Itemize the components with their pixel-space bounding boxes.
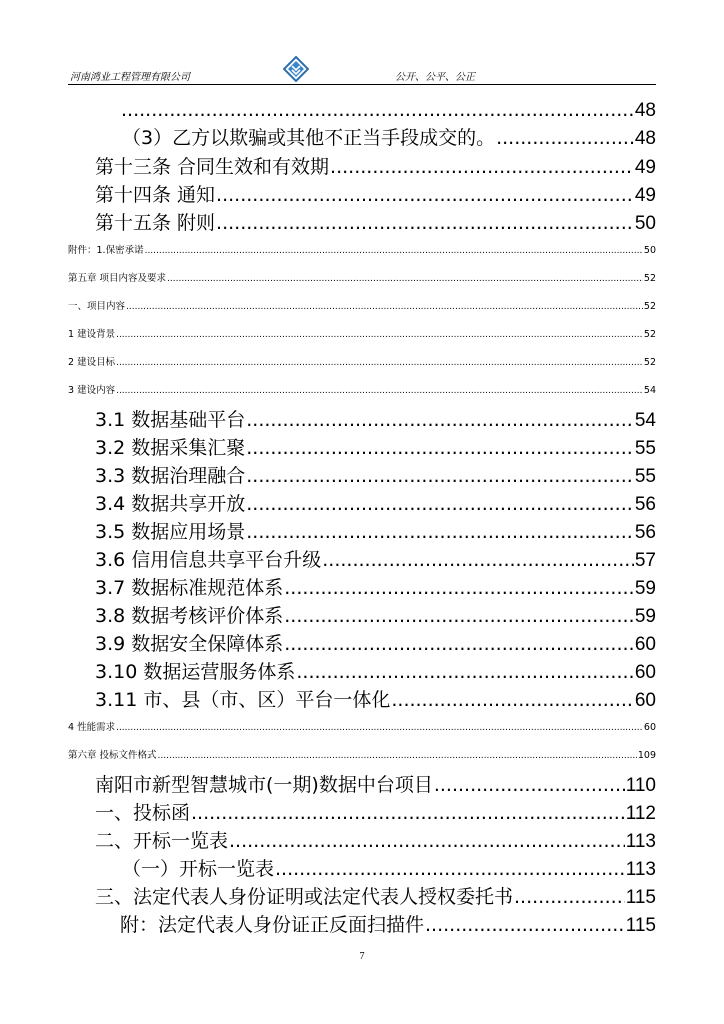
toc-entry[interactable] (95, 154, 656, 180)
toc-entry-page: 55 (634, 438, 656, 459)
toc-leader-dots (246, 491, 634, 517)
toc-entry-page: 60 (634, 662, 656, 683)
toc-entry-label: 3.9 数据安全保障体系 (95, 633, 284, 655)
toc-entry-label: 南阳市新型智慧城市(一期)数据中台项目 (95, 774, 433, 796)
toc-entry-page: 48 (634, 128, 656, 149)
toc-entry[interactable] (95, 687, 656, 713)
toc-leader-dots (246, 407, 634, 433)
toc-leader-dots (246, 463, 634, 489)
toc-leader-dots (191, 800, 625, 826)
toc-entry[interactable] (95, 772, 656, 798)
toc-entry-label: 3.10 数据运营服务体系 (95, 661, 296, 683)
toc-entry[interactable] (68, 749, 656, 763)
toc-leader-dots (284, 575, 634, 601)
toc-entry-page: 48 (634, 100, 656, 121)
toc-leader-dots (116, 721, 643, 735)
toc-entry-page: 55 (634, 466, 656, 487)
toc-entry[interactable] (95, 631, 656, 657)
toc-entry-page: 54 (643, 385, 656, 396)
toc-entry[interactable] (68, 272, 656, 286)
company-logo-icon (283, 56, 309, 82)
toc-entry-page: 115 (625, 887, 656, 908)
toc-entry[interactable] (68, 328, 656, 342)
toc-entry[interactable] (120, 912, 656, 938)
toc-entry-page: 56 (634, 494, 656, 515)
toc-entry-page: 54 (634, 410, 656, 431)
toc-entry-page: 52 (643, 329, 656, 340)
toc-entry-label: 3.1 数据基础平台 (95, 409, 246, 431)
toc-entry-page: 52 (643, 301, 656, 312)
toc-leader-dots (167, 272, 643, 286)
toc-entry[interactable] (68, 721, 656, 735)
toc-entry-label: 3.11 市、县（市、区）平台一体化 (95, 689, 391, 711)
toc-entry[interactable] (68, 356, 656, 370)
toc-entry[interactable] (95, 603, 656, 629)
toc-entry[interactable] (95, 519, 656, 545)
toc-entry-label: 第十五条 附则 (95, 212, 216, 234)
toc-entry-page: 52 (643, 357, 656, 368)
toc-entry-page: 59 (634, 606, 656, 627)
toc-entry-label: 3.3 数据治理融合 (95, 465, 246, 487)
toc-entry[interactable] (122, 125, 656, 151)
toc-entry-page: 60 (634, 690, 656, 711)
toc-entry-page: 110 (625, 775, 656, 796)
toc-entry-page: 115 (625, 915, 656, 936)
toc-leader-dots (434, 772, 625, 798)
toc-entry-label: 3.7 数据标准规范体系 (95, 577, 284, 599)
toc-entry-page: 50 (634, 213, 656, 234)
toc-entry-label: 第十四条 通知 (95, 184, 216, 206)
toc-entry-label: 3.8 数据考核评价体系 (95, 605, 284, 627)
toc-entry-page: 60 (643, 722, 656, 733)
toc-entry[interactable] (95, 435, 656, 461)
toc-entry-page: 113 (625, 831, 656, 852)
toc-leader-dots (116, 384, 643, 398)
toc-entry[interactable] (68, 384, 656, 398)
toc-entry-page: 113 (625, 859, 656, 880)
toc-entry[interactable] (95, 491, 656, 517)
toc-leader-dots (322, 547, 634, 573)
toc-entry-label: 2 建设目标 (68, 357, 116, 368)
toc-entry-page: 109 (637, 750, 656, 761)
toc-entry-page: 60 (634, 634, 656, 655)
toc-leader-dots (391, 687, 634, 713)
toc-leader-dots (296, 659, 634, 685)
toc-entry-label: （一）开标一览表 (122, 858, 275, 880)
toc-leader-dots (116, 356, 643, 370)
toc-entry-label: 第十三条 合同生效和有效期 (95, 156, 330, 178)
toc-entry[interactable] (95, 210, 656, 236)
toc-leader-dots (158, 749, 637, 763)
toc-entry[interactable] (95, 407, 656, 433)
toc-entry[interactable] (95, 575, 656, 601)
toc-entry-page: 112 (625, 803, 656, 824)
toc-entry-label: 1 建设背景 (68, 329, 116, 340)
toc-leader-dots (116, 328, 643, 342)
toc-entry-label: 3.2 数据采集汇聚 (95, 437, 246, 459)
toc-entry[interactable] (95, 182, 656, 208)
toc-leader-dots (216, 210, 634, 236)
toc-leader-dots (284, 603, 634, 629)
toc-leader-dots (246, 519, 634, 545)
toc-leader-dots (330, 154, 634, 180)
page-header (68, 64, 656, 85)
page-number: 7 (359, 951, 365, 962)
toc-entry[interactable] (95, 800, 656, 826)
toc-entry-page: 49 (634, 185, 656, 206)
toc-entry-label: 二、开标一览表 (95, 830, 229, 852)
toc-leader-dots (145, 244, 643, 258)
toc-leader-dots (216, 182, 634, 208)
toc-entry-label: （3）乙方以欺骗或其他不正当手段成交的。 (122, 127, 496, 149)
toc-entry-label: 4 性能需求 (68, 722, 116, 733)
toc-leader-dots (275, 856, 625, 882)
toc-entry-label: 3 建设内容 (68, 385, 116, 396)
toc-entry[interactable] (120, 97, 656, 123)
toc-entry[interactable] (95, 828, 656, 854)
toc-entry-label: 3.6 信用信息共享平台升级 (95, 549, 322, 571)
toc-entry-label: 一、项目内容 (68, 301, 126, 312)
toc-entry-page: 52 (643, 273, 656, 284)
toc-entry-page: 59 (634, 578, 656, 599)
toc-entry-label: 三、法定代表人身份证明或法定代表人授权委托书 (95, 886, 514, 908)
toc-entry-page: 57 (634, 550, 656, 571)
toc-entry-label: 3.5 数据应用场景 (95, 521, 246, 543)
toc-entry[interactable] (68, 300, 656, 314)
toc-entry[interactable] (95, 659, 656, 685)
toc-entry[interactable] (95, 547, 656, 573)
toc-entry-label: 附：法定代表人身份证正反面扫描件 (120, 914, 425, 936)
company-name: 河南鸿业工程管理有限公司 (70, 72, 190, 83)
toc-leader-dots (126, 300, 643, 314)
toc-entry[interactable] (95, 884, 656, 910)
toc-leader-dots (284, 631, 634, 657)
toc-entry-label: 第五章 项目内容及要求 (68, 273, 167, 284)
toc-entry-page: 50 (643, 245, 656, 256)
toc-entry[interactable] (122, 856, 656, 882)
toc-leader-dots (229, 828, 625, 854)
toc-leader-dots (496, 125, 634, 151)
toc-entry-label: 附件：1.保密承诺 (68, 245, 144, 256)
toc-leader-dots (121, 97, 634, 123)
toc-entry[interactable] (68, 244, 656, 258)
company-slogan: 公开、公平、公正 (395, 72, 475, 83)
toc-entry-label: 一、投标函 (95, 802, 191, 824)
toc-entry-label: 第六章 投标文件格式 (68, 750, 157, 761)
toc-entry-label: 3.4 数据共享开放 (95, 493, 246, 515)
toc-entry-page: 49 (634, 157, 656, 178)
toc-leader-dots (514, 884, 625, 910)
toc-entry[interactable] (95, 463, 656, 489)
toc-leader-dots (425, 912, 625, 938)
toc-leader-dots (246, 435, 634, 461)
toc-entry-page: 56 (634, 522, 656, 543)
